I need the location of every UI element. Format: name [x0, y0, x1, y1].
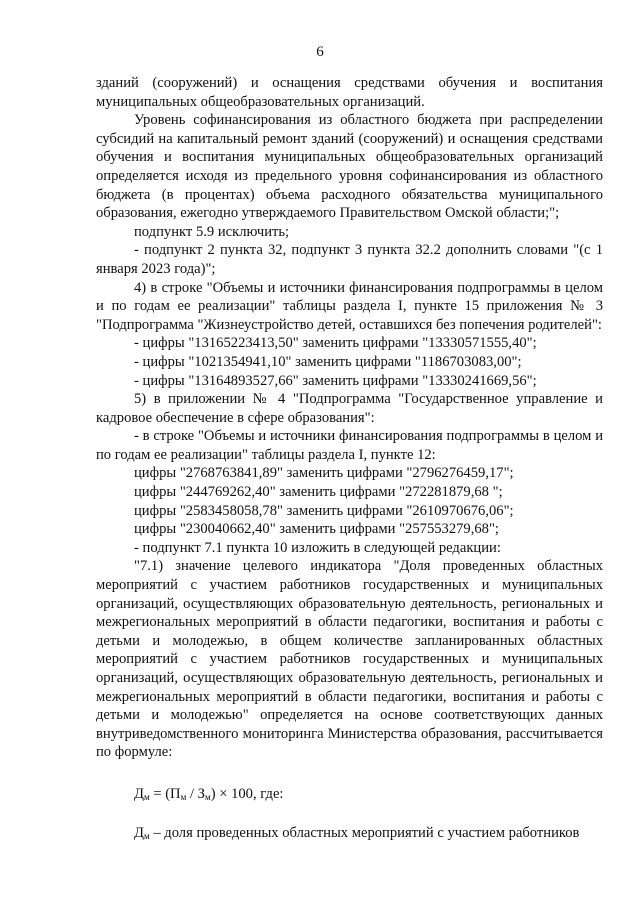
formula-z-sub: м — [204, 791, 211, 802]
paragraph-item-4: 4) в строке "Объемы и источники финансирования подпрограммы в целом и по годам ее реализации" таблицы раздела I, пункте 15 приложения № 3 "Подпрограмма "Жизнеустройство детей, оставшихся без попечения родителей": — [96, 279, 603, 333]
formula-d: Д — [134, 785, 144, 802]
definition-text: – доля проведенных областных мероприятий с участием работников — [149, 824, 580, 841]
formula-slash: / З — [186, 785, 205, 802]
paragraph-subpoint-2-32: - подпункт 2 пункта 32, подпункт 3 пункта 32.2 дополнить словами "(с 1 января 2023 года)"; — [96, 242, 603, 277]
page-number: 6 — [316, 44, 324, 60]
paragraph-indicator-7-1: "7.1) значение целевого индикатора "Доля проведенных областных мероприятий с участием работников государственных и муниципальных организаций, осуществляющих образовательную деятельность, региональных и межрегиональных мероприятий в области педагогики, воспитания и работы с детьми и молодежью, в общем количестве запланированных областных мероприятий с участием работников государственных и муниципальных организаций, осуществляющих образовательную деятельность, региональных и межрегиональных мероприятий в области педагогики, воспитания и работы с детьми и молодежью" определяется на основе соответствующих данных внутриведомственного мониторинга Министерства образования, рассчитывается по формуле: — [96, 558, 603, 761]
paragraph-figure-replace-6: цифры "2583458058,78" заменить цифрами "2610970676,06"; — [134, 502, 514, 519]
paragraph-figure-replace-7: цифры "230040662,40" заменить цифрами "257553279,68"; — [134, 521, 499, 538]
paragraph-figure-replace-5: цифры "244769262,40" заменить цифрами "272281879,68 "; — [134, 484, 503, 501]
paragraph-subpoint-7-1: - подпункт 7.1 пункта 10 изложить в следующей редакции: — [134, 539, 501, 556]
paragraph-figure-replace-3: - цифры "13164893527,66" заменить цифрами "13330241669,56"; — [134, 372, 537, 389]
formula-p-sub: м — [180, 791, 187, 802]
definition-line — [96, 824, 603, 843]
paragraph-figure-replace-4: цифры "2768763841,89" заменить цифрами "2796276459,17"; — [134, 465, 514, 482]
formula — [96, 785, 603, 804]
paragraph-continuation: зданий (сооружений) и оснащения средствами обучения и воспитания муниципальных общеобразовательных организаций. — [96, 75, 603, 110]
paragraph-cofinancing-level: Уровень софинансирования из областного бюджета при распределении субсидий на капитальный ремонт зданий (сооружений) и оснащения средствами обучения и воспитания муниципальных общеобразовательных организаций определяется исходя из предельного уровня софинансирования из областного бюджета (в процентах) объема расходного обязательства муниципального образования, ежегодно утверждаемого Правительством Омской области;"; — [96, 112, 603, 222]
paragraph-figure-replace-2: - цифры "1021354941,10" заменить цифрами "1186703083,00"; — [134, 353, 522, 370]
formula-eq-open: = (П — [149, 785, 181, 802]
document-body — [96, 74, 603, 842]
paragraph-subpoint-5-9: подпункт 5.9 исключить; — [134, 223, 290, 240]
definition-d-sub: м — [143, 830, 150, 841]
paragraph-row-financing: - в строке "Объемы и источники финансирования подпрограммы в целом и по годам ее реализации" таблицы раздела I, пункте 12: — [96, 428, 603, 463]
paragraph-item-5: 5) в приложении № 4 "Подпрограмма "Государственное управление и кадровое обеспечение в сфере образования": — [96, 391, 603, 426]
definition-d: Д — [134, 824, 144, 841]
paragraph-figure-replace-1: - цифры "13165223413,50" заменить цифрами "13330571555,40"; — [134, 335, 537, 352]
formula-tail: ) × 100, где: — [210, 785, 284, 802]
formula-d-sub: м — [143, 791, 150, 802]
